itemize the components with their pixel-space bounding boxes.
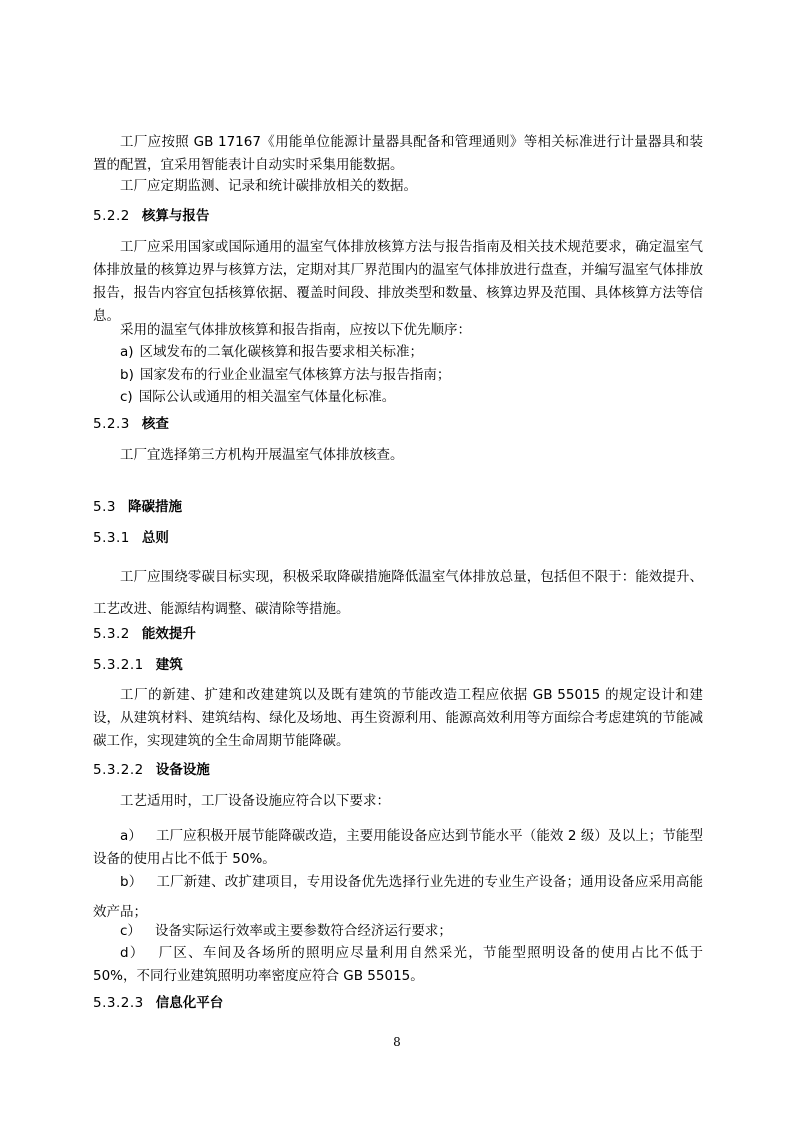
list-item-text: 设备实际运行效率或主要参数符合经济运行要求； — [154, 923, 452, 939]
list-item-text: 厂区、车间及各场所的照明应尽量利用自然采光，节能型照明设备的使用占比不低于 50%，不同行业建筑照明功率密度应符合 GB 55015。 — [93, 945, 704, 984]
section-number: 5.2.2 — [93, 208, 130, 224]
section-number: 5.3 — [93, 499, 116, 515]
section-title: 设备设施 — [155, 762, 210, 778]
section-number: 5.3.2 — [93, 626, 130, 642]
heading-5-3-2-1 — [93, 655, 703, 675]
heading-5-3-2-2 — [93, 760, 703, 780]
heading-5-2-3 — [93, 414, 703, 434]
section-number: 5.2.3 — [93, 416, 130, 432]
list-marker: d） — [120, 945, 145, 961]
section-number: 5.3.2.2 — [93, 762, 144, 778]
list-marker: b） — [120, 874, 143, 890]
list-marker: c) — [120, 389, 133, 405]
section-title: 建筑 — [155, 657, 183, 673]
section-title: 总则 — [141, 530, 169, 546]
list-item — [93, 341, 703, 364]
heading-5-3-2 — [93, 624, 703, 644]
heading-5-3-1 — [93, 528, 703, 548]
section-title: 能效提升 — [141, 626, 196, 642]
paragraph-building: 工厂的新建、扩建和改建建筑以及既有建筑的节能改造工程应依据 GB 55015 的规定设计和建设，从建筑材料、建筑结构、绿化及场地、再生资源利用、能源高效利用等方面综合考虑建筑的节能减碳工作，实现建筑的全生命周期节能降碳。 — [93, 687, 703, 749]
section-title: 核算与报告 — [141, 208, 210, 224]
page-number: 8 — [393, 1035, 401, 1049]
paragraph-priority-order: 采用的温室气体排放核算和报告指南，应按以下优先顺序： — [120, 322, 471, 338]
list-item — [93, 364, 703, 387]
paragraph-verification: 工厂宜选择第三方机构开展温室气体排放核查。 — [120, 447, 404, 463]
section-title: 核查 — [141, 416, 169, 432]
paragraph-general-principle: 工厂应围绕零碳目标实现，积极采取降碳措施降低温室气体排放总量，包括但不限于：能效提升、工艺改进、能源结构调整、碳清除等措施。 — [93, 569, 703, 617]
heading-5-3 — [93, 497, 703, 517]
list-marker: a） — [120, 828, 142, 844]
list-item — [93, 825, 703, 871]
list-item — [93, 920, 703, 943]
list-item — [93, 867, 703, 927]
section-title: 降碳措施 — [127, 499, 182, 515]
list-item-text: 国际公认或通用的相关温室气体量化标准。 — [138, 389, 396, 405]
section-number: 5.3.1 — [93, 530, 130, 546]
section-number: 5.3.2.1 — [93, 657, 144, 673]
paragraph-equipment-intro: 工艺适用时，工厂设备设施应符合以下要求： — [120, 793, 390, 809]
list-item-text: 工厂新建、改扩建项目，专用设备优先选择行业先进的专业生产设备；通用设备应采用高能效产品； — [93, 874, 704, 920]
list-marker: c） — [120, 923, 141, 939]
list-item — [93, 942, 703, 988]
heading-5-2-2 — [93, 206, 703, 226]
paragraph-monitoring: 工厂应定期监测、记录和统计碳排放相关的数据。 — [120, 178, 417, 194]
list-marker: a) — [120, 344, 134, 360]
list-item-text: 工厂应积极开展节能降碳改造，主要用能设备应达到节能水平（能效 2 级）及以上；节能型设备的使用占比不低于 50%。 — [93, 828, 704, 867]
paragraph-metering-standard: 工厂应按照 GB 17167《用能单位能源计量器具配备和管理通则》等相关标准进行计量器具和装置的配置，宜采用智能表计自动实时采集用能数据。 — [93, 134, 703, 173]
list-item-text: 国家发布的行业企业温室气体核算方法与报告指南； — [139, 367, 451, 383]
list-marker: b) — [120, 367, 134, 383]
list-item-text: 区域发布的二氧化碳核算和报告要求相关标准； — [139, 344, 424, 360]
heading-5-3-2-3 — [93, 993, 703, 1013]
list-item — [93, 386, 703, 409]
paragraph-accounting-method: 工厂应采用国家或国际通用的温室气体排放核算方法与报告指南及相关技术规范要求，确定温室气体排放量的核算边界与核算方法，定期对其厂界范围内的温室气体排放进行盘查，并编写温室气体排放报告，报告内容宜包括核算依据、覆盖时间段、排放类型和数量、核算边界及范围、具体核算方法等信息。 — [93, 239, 703, 324]
section-number: 5.3.2.3 — [93, 995, 144, 1011]
section-title: 信息化平台 — [155, 995, 224, 1011]
